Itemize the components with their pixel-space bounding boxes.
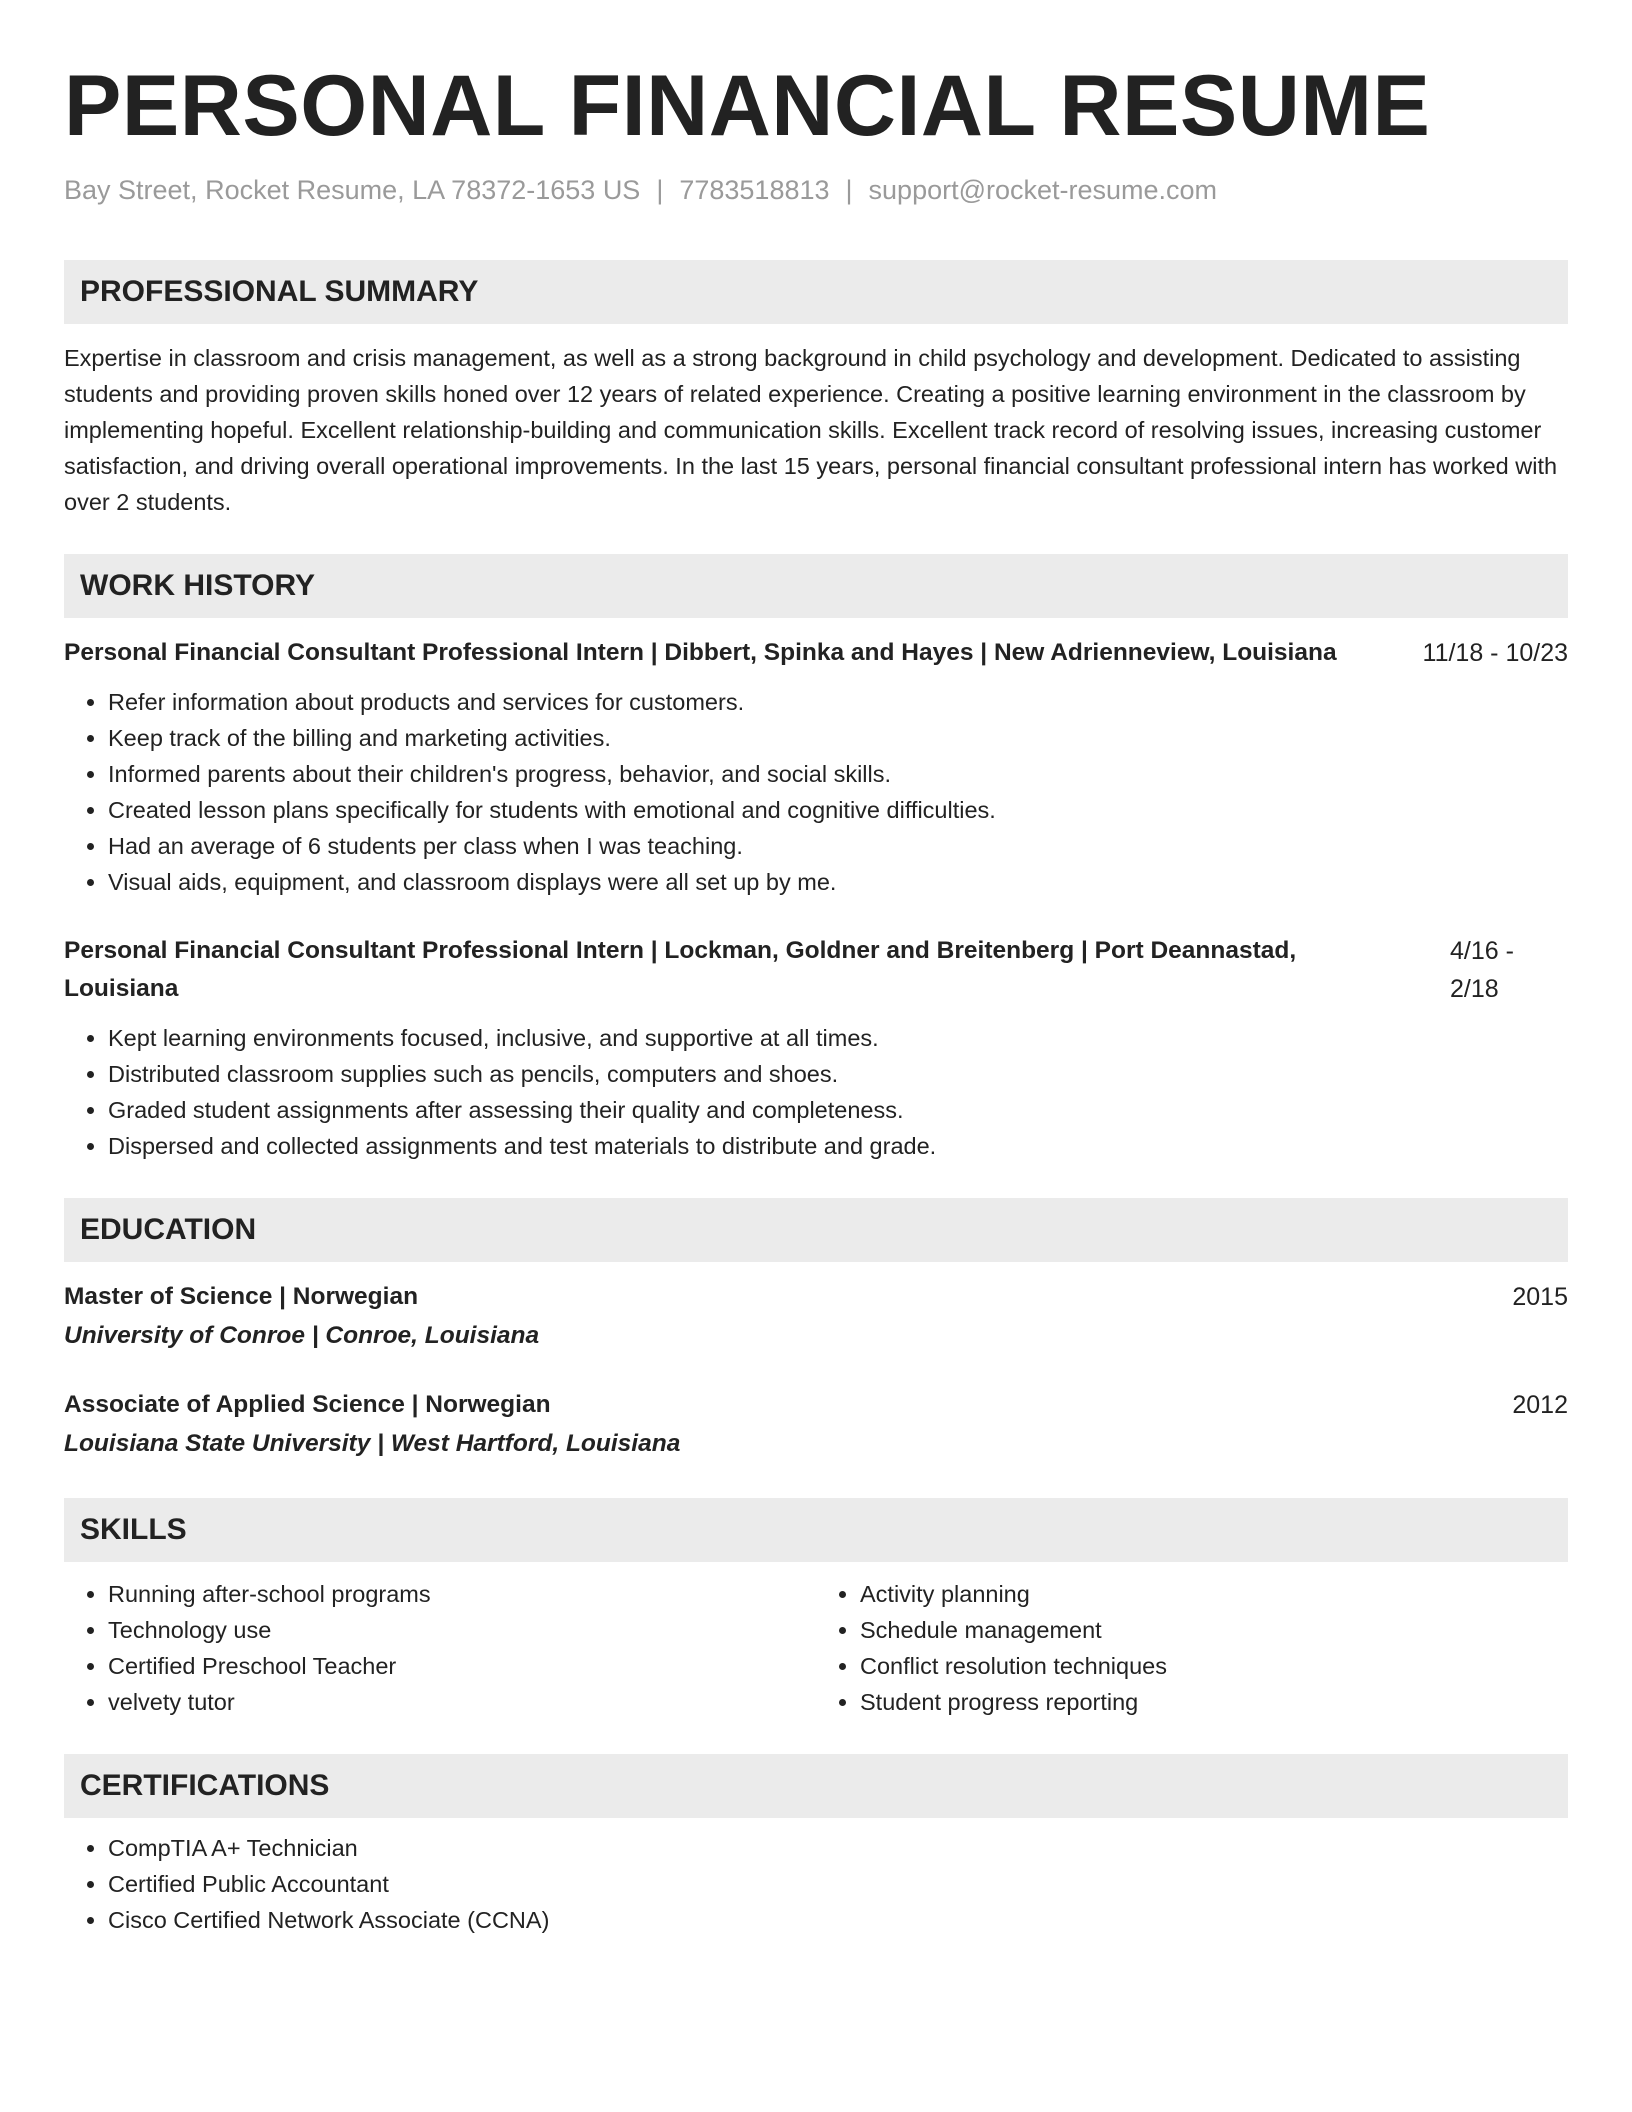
job-bullet: • Graded student assignments after assessing their quality and completeness.: [108, 1092, 1568, 1128]
skills-column-left: [64, 1576, 816, 1720]
section-title: EDUCATION: [80, 1213, 257, 1246]
certification-item: • Certified Public Accountant: [108, 1866, 1568, 1902]
contact-phone: 7783518813: [679, 175, 830, 205]
skill-item: • Activity planning: [860, 1576, 1568, 1612]
graduation-year: 2015: [1512, 1283, 1568, 1311]
job-bullet: • Created lesson plans specifically for students with emotional and cognitive difficulties.: [108, 792, 1568, 828]
job-bullet: • Refer information about products and services for customers.: [108, 684, 1568, 720]
school: University of Conroe | Conroe, Louisiana: [64, 1322, 540, 1349]
section-title: PROFESSIONAL SUMMARY: [80, 275, 479, 308]
job-entry: [64, 634, 1568, 900]
section-header-certifications: [64, 1754, 1568, 1818]
job-bullet: • Had an average of 6 students per class when I was teaching.: [108, 828, 1568, 864]
section-header-education: [64, 1198, 1568, 1262]
job-bullet: • Visual aids, equipment, and classroom displays were all set up by me.: [108, 864, 1568, 900]
contact-email[interactable]: support@rocket-resume.com: [868, 175, 1218, 205]
section-header-summary: [64, 260, 1568, 324]
certifications-list: [64, 1830, 1568, 1938]
skill-item: • Schedule management: [860, 1612, 1568, 1648]
education-header: [64, 1386, 1568, 1424]
certification-item: • Cisco Certified Network Associate (CCNA): [108, 1902, 1568, 1938]
job-header: [64, 932, 1568, 1008]
section-header-skills: [64, 1498, 1568, 1562]
job-bullet: • Keep track of the billing and marketing activities.: [108, 720, 1568, 756]
skills-column-right: [816, 1576, 1568, 1720]
school: Louisiana State University | West Hartford, Louisiana: [64, 1430, 681, 1457]
job-bullet: • Distributed classroom supplies such as pencils, computers and shoes.: [108, 1056, 1568, 1092]
skill-item: • Student progress reporting: [860, 1684, 1568, 1720]
skill-item: • Certified Preschool Teacher: [108, 1648, 816, 1684]
contact-separator: |: [845, 175, 853, 205]
section-header-work-history: [64, 554, 1568, 618]
skill-item: • Technology use: [108, 1612, 816, 1648]
job-bullet: • Informed parents about their children's progress, behavior, and social skills.: [108, 756, 1568, 792]
education-entry: [64, 1278, 1568, 1356]
job-dates: 11/18 - 10/23: [1422, 639, 1568, 667]
job-bullet: • Dispersed and collected assignments and test materials to distribute and grade.: [108, 1128, 1568, 1164]
skill-item: • velvety tutor: [108, 1684, 816, 1720]
job-entry: [64, 932, 1568, 1164]
resume-title: PERSONAL FINANCIAL RESUME: [64, 58, 1431, 154]
skill-item: • Conflict resolution techniques: [860, 1648, 1568, 1684]
job-bullets: [64, 1020, 1568, 1164]
job-title: Personal Financial Consultant Professional Intern | Dibbert, Spinka and Hayes | New Adrienneview, Louisiana: [64, 639, 1337, 666]
contact-address: Bay Street, Rocket Resume, LA 78372-1653 US: [64, 175, 641, 205]
certification-item: • CompTIA A+ Technician: [108, 1830, 1568, 1866]
summary-text: Expertise in classroom and crisis management, as well as a strong background in child psychology and development. Dedicated to assisting students and providing proven skills honed over 12 years of related experience. Creating a positive learning environment in the classroom by implementing hopeful. Excellent relationship-building and communication skills. Excellent track record of resolving issues, increasing customer satisfaction, and driving overall operational improvements. In the last 15 years, personal financial consultant professional intern has worked with over 2 students.: [64, 345, 1558, 515]
degree: Master of Science | Norwegian: [64, 1283, 419, 1310]
section-title: WORK HISTORY: [80, 569, 316, 602]
section-title: SKILLS: [80, 1513, 187, 1546]
job-bullets: [64, 684, 1568, 900]
skill-item: • Running after-school programs: [108, 1576, 816, 1612]
job-header: [64, 634, 1568, 672]
contact-separator: |: [656, 175, 664, 205]
job-bullet: • Kept learning environments focused, inclusive, and supportive at all times.: [108, 1020, 1568, 1056]
education-entry: [64, 1386, 1568, 1464]
skills-list: [64, 1576, 1568, 1720]
job-dates: 4/16 - 2/18: [1450, 937, 1514, 1003]
degree: Associate of Applied Science | Norwegian: [64, 1391, 551, 1418]
job-title: Personal Financial Consultant Professional Intern | Lockman, Goldner and Breitenberg | Port Deannastad, Louisiana: [64, 937, 1297, 1002]
section-title: CERTIFICATIONS: [80, 1769, 330, 1802]
contact-line: [64, 172, 1568, 208]
education-header: [64, 1278, 1568, 1316]
graduation-year: 2012: [1512, 1391, 1568, 1419]
